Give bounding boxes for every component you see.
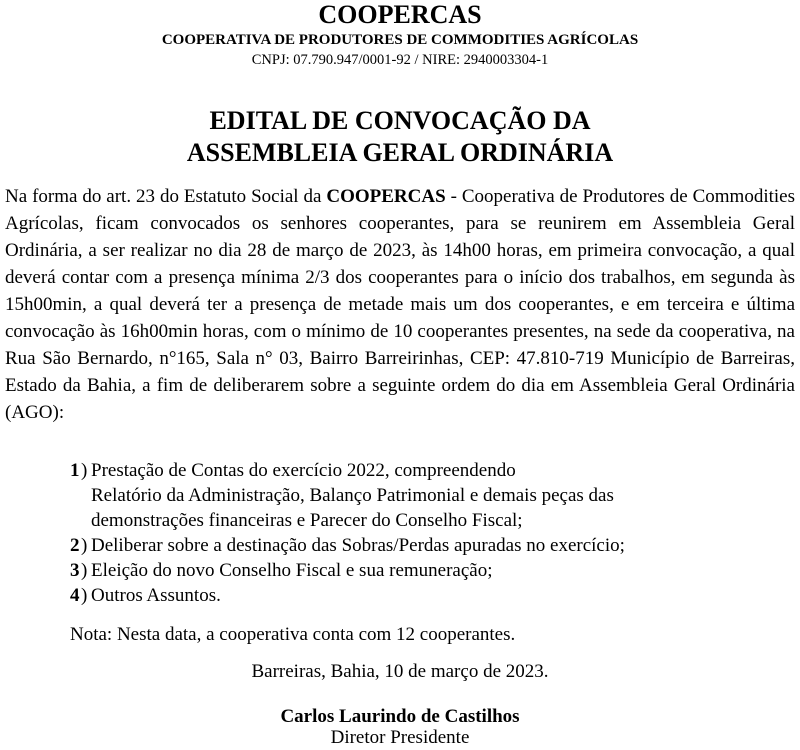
- intro-text-before: Na forma do art. 23 do Estatuto Social da: [5, 186, 327, 207]
- agenda-item-number: 1: [70, 460, 80, 481]
- intro-text-after: - Cooperativa de Produtores de Commodities Agrícolas, ficam convocados os senhores cooperantes, para se reunirem em Assembleia Geral Ordinária, a ser realizar no dia 28 de março de 2023, às 14h00 horas, em primeira convocação, a qual deverá contar com a presença mínima 2/3 dos cooperantes para o início dos trabalhos, em segunda às 15h00min, a qual deverá ter a presença de metade mais um dos cooperantes, e em terceira e última convocação às 16h00min horas, com o mínimo de 10 cooperantes presentes, na sede da cooperativa, na Rua São Bernardo, n°165, Sala n° 03, Bairro Barreirinhas, CEP: 47.810-719 Município de Barreiras, Estado da Bahia, a fim de deliberarem sobre a seguinte ordem do dia em Assembleia Geral Ordinária (AGO):: [5, 186, 795, 423]
- place-and-date: Barreiras, Bahia, 10 de março de 2023.: [251, 661, 549, 682]
- org-registration-ids: CNPJ: 07.790.947/0001-92 / NIRE: 2940003304-1: [251, 52, 549, 68]
- agenda-item-number: 3: [70, 560, 80, 581]
- agenda-list: [70, 458, 770, 608]
- signer-role: Diretor Presidente: [330, 727, 470, 748]
- agenda-item-line: Outros Assuntos.: [91, 585, 221, 606]
- agenda-item-line: Prestação de Contas do exercício 2022, compreendendo: [91, 460, 516, 481]
- agenda-item-line: demonstrações financeiras e Parecer do Conselho Fiscal;: [91, 510, 523, 531]
- agenda-item: 4 ) Outros Assuntos.: [70, 583, 770, 608]
- org-full-name: COOPERATIVA DE PRODUTORES DE COMMODITIES AGRÍCOLAS: [161, 32, 639, 48]
- document-title-line-2: ASSEMBLEIA GERAL ORDINÁRIA: [186, 138, 614, 167]
- agenda-item-number: 2: [70, 535, 80, 556]
- agenda-item: 1 ) Prestação de Contas do exercício 2022, compreendendo Relatório da Administração, Balanço Patrimonial e demais peças das demonstrações financeiras e Parecer do Conselho Fiscal;: [70, 458, 770, 533]
- agenda-item-line: Eleição do novo Conselho Fiscal e sua remuneração;: [91, 560, 493, 581]
- agenda-item: 3 ) Eleição do novo Conselho Fiscal e sua remuneração;: [70, 558, 770, 583]
- agenda-item: 2 ) Deliberar sobre a destinação das Sobras/Perdas apuradas no exercício;: [70, 533, 770, 558]
- document-title-line-1: EDITAL DE CONVOCAÇÃO DA: [209, 106, 591, 135]
- note-text: Nota: Nesta data, a cooperativa conta com 12 cooperantes.: [70, 624, 516, 645]
- org-name: COOPERCAS: [318, 0, 482, 29]
- document-title: [0, 105, 800, 169]
- convocation-paragraph: [5, 183, 795, 426]
- intro-org-name: COOPERCAS: [326, 186, 446, 207]
- agenda-item-line: Deliberar sobre a destinação das Sobras/Perdas apuradas no exercício;: [91, 535, 625, 556]
- signer-name: Carlos Laurindo de Castilhos: [280, 706, 520, 727]
- agenda-item-number: 4: [70, 585, 80, 606]
- agenda-item-line: Relatório da Administração, Balanço Patrimonial e demais peças das: [91, 485, 614, 506]
